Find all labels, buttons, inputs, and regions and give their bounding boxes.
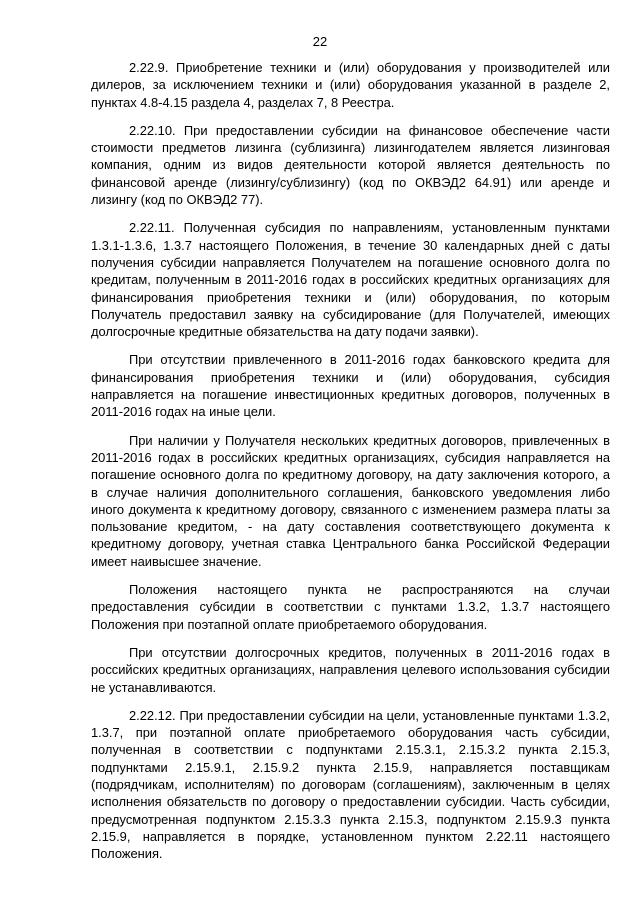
paragraph-2-22-11: 2.22.11. Полученная субсидия по направлениям, установленным пунктами 1.3.1-1.3.6, 1.3.7 настоящего Положения, в течение 30 календарных дней с даты получения субсидии направляется Получателем на погашение основного долга по кредитам, полученным в 2011-2016 годах в российских кредитных организациях для финансирования приобретения техники и (или) оборудования, по которым Получатель предоставил заявку на субсидирование (для Получателей, имеющих долгосрочные кредитные обязательства на дату подачи заявки). [91, 220, 610, 340]
paragraph-no-bank-credit: При отсутствии привлеченного в 2011-2016 годах банковского кредита для финансирования приобретения техники и (или) оборудования, субсидия направляется на погашение инвестиционных кредитных договоров, полученных в 2011-2016 годах на иные цели. [91, 352, 610, 420]
document-body [91, 59, 610, 873]
paragraph-2-22-10: 2.22.10. При предоставлении субсидии на финансовое обеспечение части стоимости предметов лизинга (сублизинга) лизингодателем является лизинговая компания, одним из видов деятельности которой является деятельность по финансовой аренде (лизингу/сублизингу) (код по ОКВЭД2 64.91) или аренде и лизингу (код по ОКВЭД2 77). [91, 122, 610, 208]
paragraph-no-long-term-credits: При отсутствии долгосрочных кредитов, полученных в 2011-2016 годах в российских кредитных организациях, направления целевого использования субсидии не устанавливаются. [91, 644, 610, 695]
paragraph-2-22-12: 2.22.12. При предоставлении субсидии на цели, установленные пунктами 1.3.2, 1.3.7, при поэтапной оплате приобретаемого оборудования часть субсидии, полученная в соответствии с подпунктами 2.15.3.1, 2.15.3.2 пункта 2.15.3, подпунктами 2.15.9.1, 2.15.9.2 пункта 2.15.9, направляется поставщикам (подрядчикам, исполнителям) по договорам (соглашениям), заключенным в целях исполнения обязательств по договору о предоставлении субсидии. Часть субсидии, предусмотренная подпунктом 2.15.3.3 пункта 2.15.3, подпунктом 2.15.9.3 пункта 2.15.9, направляется в порядке, установленном пунктом 2.22.11 настоящего Положения. [91, 707, 610, 862]
paragraph-exceptions: Положения настоящего пункта не распространяются на случаи предоставления субсидии в соответствии с пунктами 1.3.2, 1.3.7 настоящего Положения при поэтапной оплате приобретаемого оборудования. [91, 582, 610, 632]
paragraph-multiple-credits: При наличии у Получателя нескольких кредитных договоров, привлеченных в 2011-2016 годах в российских кредитных организациях, субсидия направляется на погашение основного долга по кредитному договору, на дату заключения которого, а в случае наличия дополнительного соглашения, банковского уведомления либо иного документа к кредитному договору, связанного с изменением размера платы за пользование кредитом, - на дату составления соответствующего документа к кредитному договору, учетная ставка Центрального банка Российской Федерации имеет наивысшее значение. [91, 432, 610, 569]
paragraph-2-22-9: 2.22.9. Приобретение техники и (или) оборудования у производителей или дилеров, за исключением техники и (или) оборудования указанной в разделе 2, пунктах 4.8-4.15 раздела 4, разделах 7, 8 Реестра. [91, 60, 610, 110]
page-number: 22 [312, 34, 328, 49]
